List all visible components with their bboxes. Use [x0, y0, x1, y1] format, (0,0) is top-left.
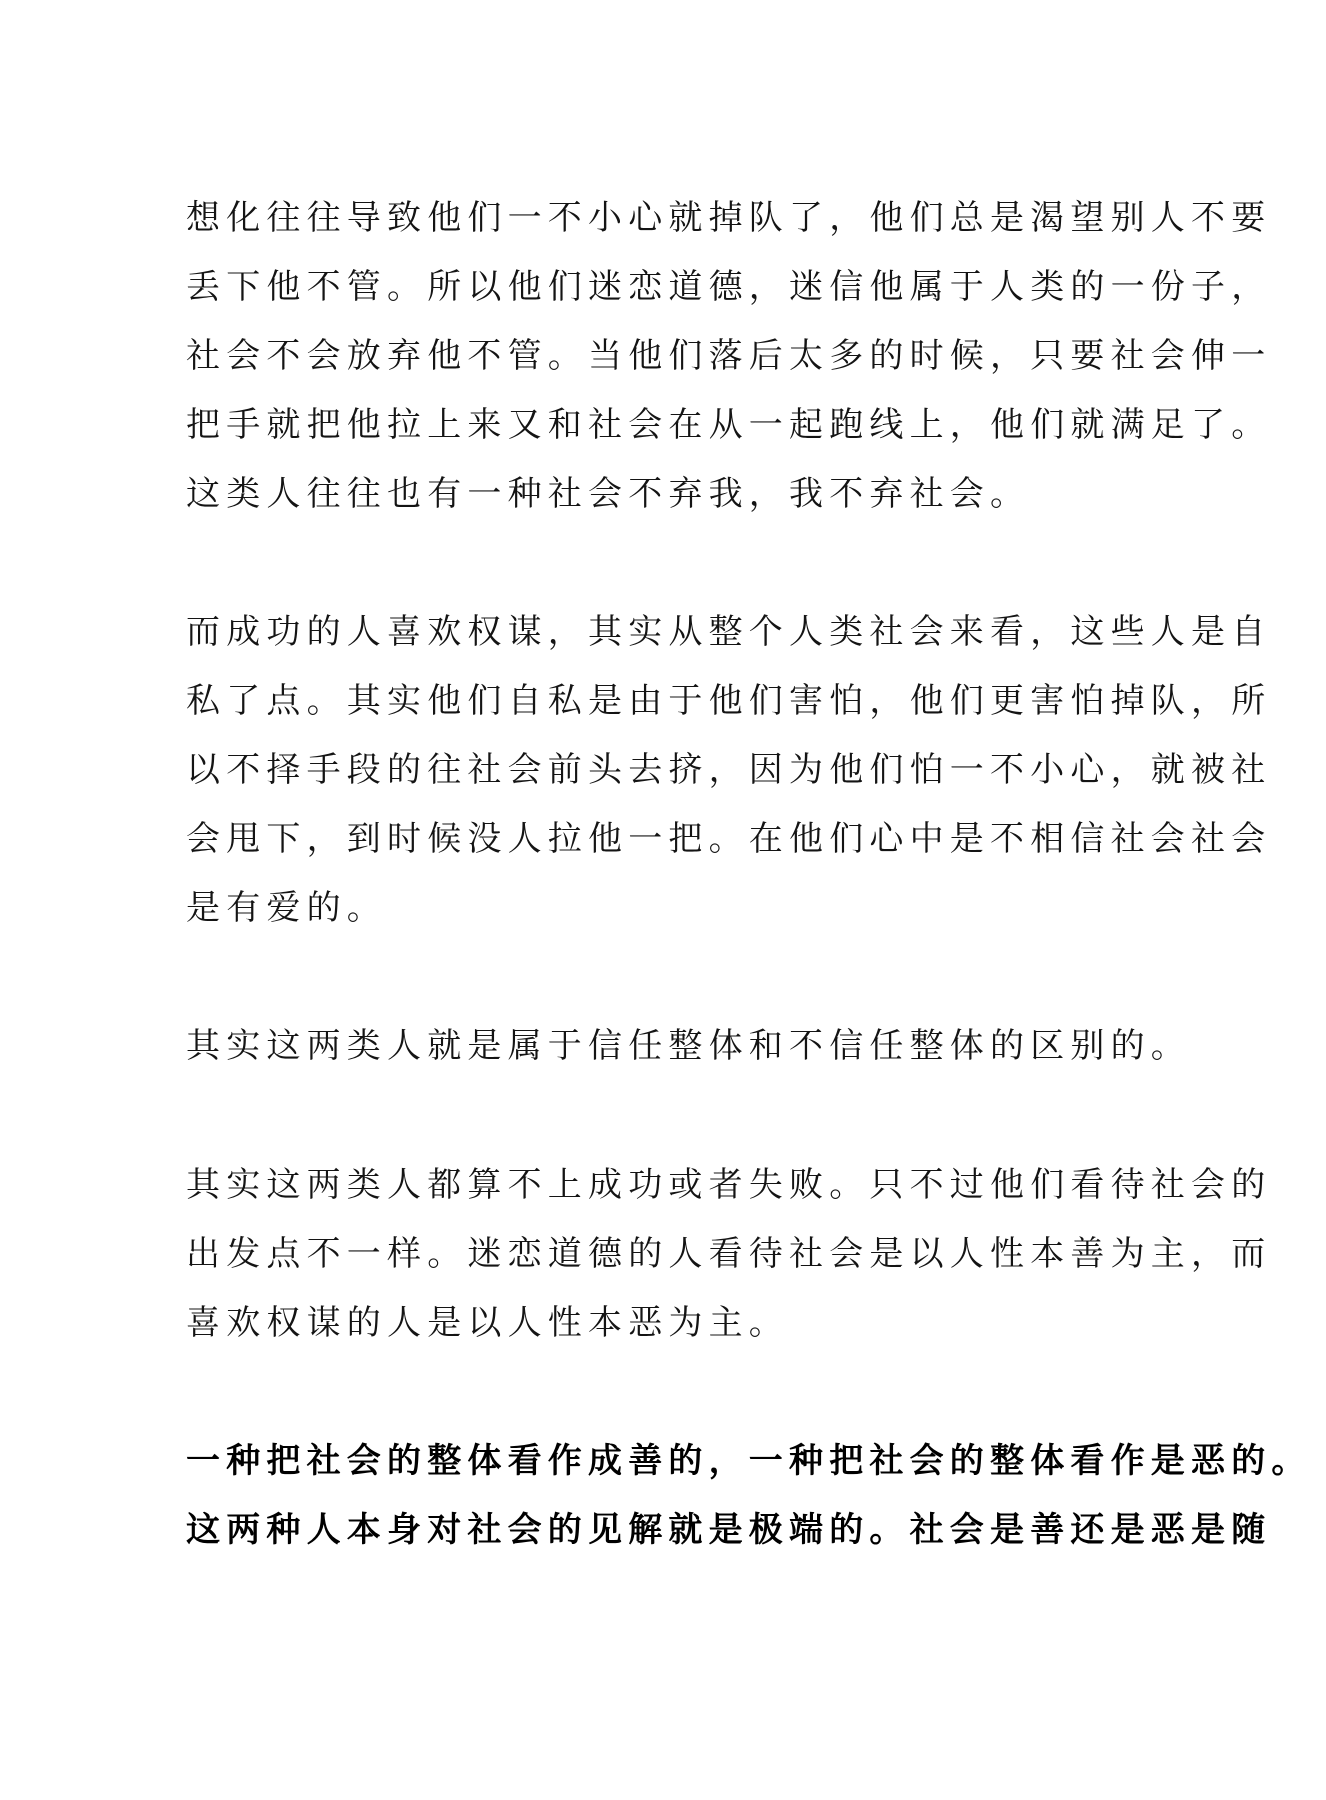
text-line: 是有爱的。: [186, 888, 387, 928]
text-line: 会甩下，到时候没人拉他一把。在他们心中是不相信社会社会: [186, 819, 1272, 859]
text-line: 其实这两类人就是属于信任整体和不信任整体的区别的。: [186, 1026, 1191, 1066]
text-line: 以不择手段的往社会前头去挤，因为他们怕一不小心，就被社: [186, 750, 1272, 790]
text-line: 私了点。其实他们自私是由于他们害怕，他们更害怕掉队，所: [186, 681, 1272, 721]
text-line: 其实这两类人都算不上成功或者失败。只不过他们看待社会的: [186, 1165, 1272, 1205]
text-line: 而成功的人喜欢权谋，其实从整个人类社会来看，这些人是自: [186, 612, 1272, 652]
text-line: 丢下他不管。所以他们迷恋道德，迷信他属于人类的一份子，: [186, 267, 1272, 307]
bold-text-line: 一种把社会的整体看作成善的，一种把社会的整体看作是恶的。: [186, 1441, 1312, 1481]
text-line: 这类人往往也有一种社会不弃我，我不弃社会。: [186, 474, 1031, 514]
text-line: 社会不会放弃他不管。当他们落后太多的时候，只要社会伸一: [186, 336, 1272, 376]
text-line: 出发点不一样。迷恋道德的人看待社会是以人性本善为主，而: [186, 1234, 1272, 1274]
text-line: 把手就把他拉上来又和社会在从一起跑线上，他们就满足了。: [186, 405, 1272, 445]
text-line: 想化往往导致他们一不小心就掉队了，他们总是渴望别人不要: [186, 198, 1272, 238]
bold-text-line: 这两种人本身对社会的见解就是极端的。社会是善还是恶是随: [186, 1510, 1272, 1550]
text-line: 喜欢权谋的人是以人性本恶为主。: [186, 1303, 789, 1343]
